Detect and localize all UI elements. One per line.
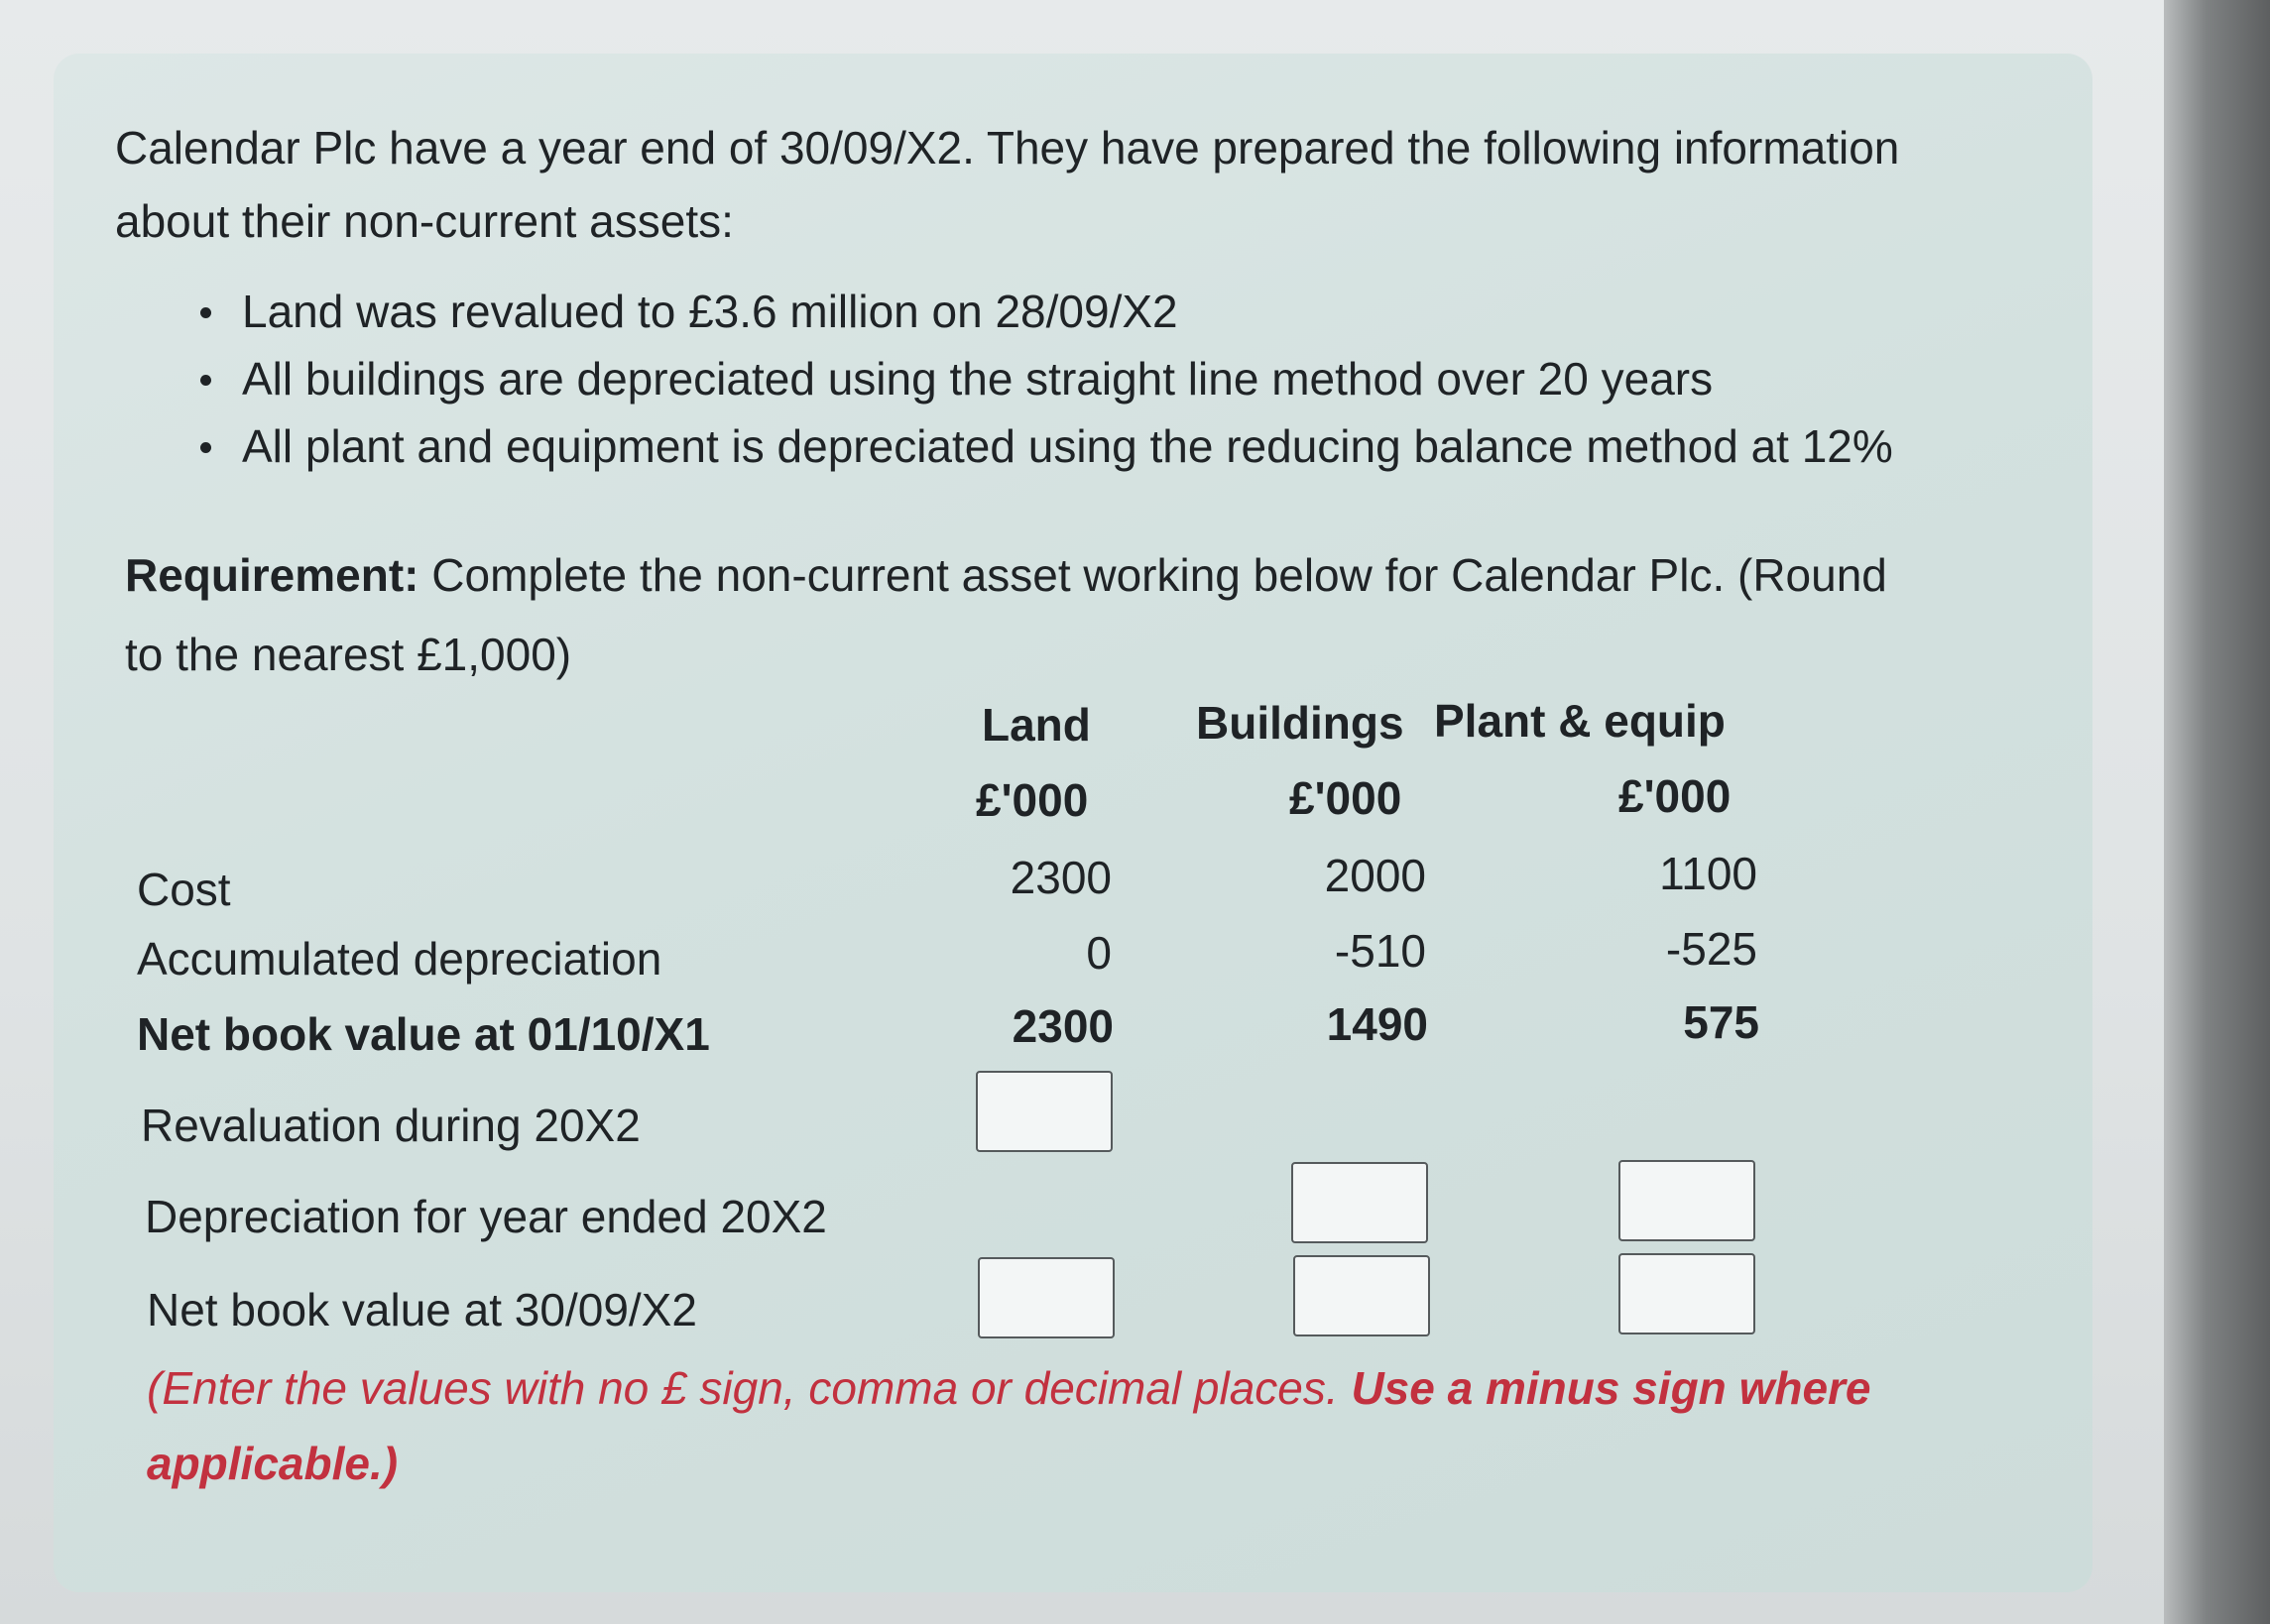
nbv-opening-land: 2300 <box>1012 1000 1114 1052</box>
nbv-closing-buildings-input[interactable] <box>1293 1255 1430 1336</box>
accumulated-depreciation-land: 0 <box>1086 927 1112 979</box>
column-header-buildings: Buildings <box>1196 697 1404 749</box>
row-label-nbv-closing: Net book value at 30/09/X2 <box>147 1284 697 1335</box>
intro-line-1: Calendar Plc have a year end of 30/09/X2. They have prepared the following information <box>115 122 1900 174</box>
instruction-part-3: applicable.) <box>147 1438 399 1489</box>
asset-info-list <box>196 278 1893 480</box>
screen-edge-shadow <box>2164 0 2270 1624</box>
intro-line-2: about their non-current assets: <box>115 195 734 247</box>
column-unit-plant: £'000 <box>1618 770 1732 822</box>
bullet-buildings-depreciation: All buildings are depreciated using the straight line method over 20 years <box>196 345 1893 412</box>
column-header-land: Land <box>982 699 1091 751</box>
entry-instruction <box>147 1350 2091 1501</box>
cost-buildings: 2000 <box>1324 850 1426 901</box>
question-intro <box>115 111 2059 258</box>
requirement-text <box>125 535 2069 694</box>
instruction-part-2: Use a minus sign where <box>1351 1362 1871 1414</box>
nbv-closing-land-input[interactable] <box>978 1257 1115 1338</box>
instruction-part-1: (Enter the values with no £ sign, comma or decimal places. <box>147 1362 1352 1414</box>
row-label-depreciation: Depreciation for year ended 20X2 <box>145 1191 827 1242</box>
accumulated-depreciation-buildings: -510 <box>1334 925 1426 977</box>
requirement-line-1: Complete the non-current asset working below for Calendar Plc. (Round <box>418 549 1887 601</box>
cost-land: 2300 <box>1010 852 1112 903</box>
row-label-accumulated-depreciation: Accumulated depreciation <box>137 933 662 985</box>
row-label-revaluation: Revaluation during 20X2 <box>141 1100 641 1151</box>
requirement-line-2: to the nearest £1,000) <box>125 629 572 680</box>
bullet-plant-depreciation: All plant and equipment is depreciated using the reducing balance method at 12% <box>196 412 1893 480</box>
column-unit-land: £'000 <box>976 774 1089 826</box>
requirement-label: Requirement: <box>125 549 419 601</box>
revaluation-land-input[interactable] <box>976 1071 1113 1152</box>
depreciation-buildings-input[interactable] <box>1291 1162 1428 1243</box>
accumulated-depreciation-plant: -525 <box>1665 923 1757 975</box>
nbv-closing-plant-input[interactable] <box>1618 1253 1755 1334</box>
bullet-land-revaluation: Land was revalued to £3.6 million on 28/09/X2 <box>196 278 1893 345</box>
row-label-nbv-opening: Net book value at 01/10/X1 <box>137 1008 710 1060</box>
nbv-opening-buildings: 1490 <box>1326 998 1428 1050</box>
column-unit-buildings: £'000 <box>1289 772 1402 824</box>
depreciation-plant-input[interactable] <box>1618 1160 1755 1241</box>
nbv-opening-plant: 575 <box>1683 996 1759 1048</box>
column-header-plant: Plant & equip <box>1434 695 1726 747</box>
row-label-cost: Cost <box>137 864 231 915</box>
cost-plant: 1100 <box>1659 848 1757 899</box>
